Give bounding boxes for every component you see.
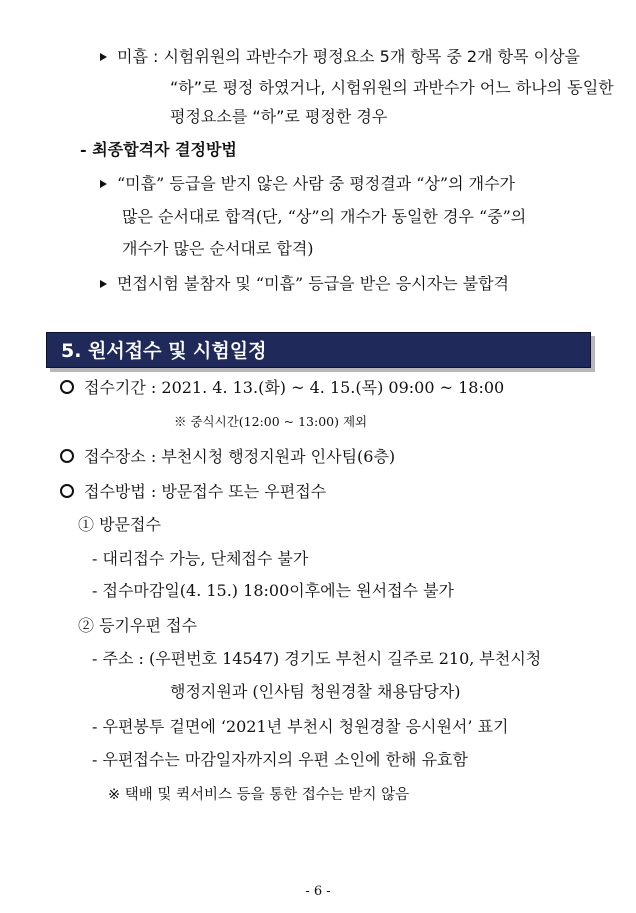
circle-bullet-icon: [60, 380, 74, 394]
period-note: ※ 중식시간(12:00 ~ 13:00) 제외: [174, 414, 368, 429]
final-rule-1-line2: 많은 순서대로 합격(단, “상”의 개수가 동일한 경우 “중”의: [122, 207, 527, 226]
triangle-bullet-icon: [100, 280, 107, 288]
final-rule-1-line1: “미흡” 등급을 받지 않은 사람 중 평정결과 “상”의 개수가: [100, 173, 515, 195]
mail-note: ※ 택배 및 퀵서비스 등을 통한 접수는 받지 않음: [108, 787, 410, 803]
mihup-criteria-line1: 미흡 : 시험위원의 과반수가 평정요소 5개 항목 중 2개 항목 이상을: [100, 46, 580, 68]
mail-item-3: - 우편접수는 마감일자까지의 우편 소인에 한해 유효함: [92, 750, 468, 769]
mihup-criteria-line2: “하”로 평정 하였거나, 시험위원의 과반수가 어느 하나의 동일한: [170, 78, 614, 97]
method-line: 접수방법 : 방문접수 또는 우편접수: [60, 481, 326, 503]
triangle-bullet-icon: [100, 53, 107, 61]
mail-item-2: - 우편봉투 겉면에 ‘2021년 부천시 청원경찰 응시원서’ 표기: [92, 717, 509, 736]
section-title: 5. 원서접수 및 시험일정: [61, 340, 267, 362]
circle-bullet-icon: [60, 484, 74, 498]
mail-address-line2: 행정지원과 (인사팀 청원경찰 채용담당자): [170, 682, 461, 701]
visit-item-1: - 대리접수 가능, 단체접수 불가: [92, 549, 309, 568]
mail-heading: ② 등기우편 접수: [78, 616, 197, 635]
final-rule-2: 면접시험 불참자 및 “미흡” 등급을 받은 응시자는 불합격: [100, 273, 509, 295]
mihup-criteria-line3: 평정요소를 “하”로 평정한 경우: [170, 107, 388, 126]
triangle-bullet-icon: [100, 180, 107, 188]
visit-heading: ① 방문접수: [78, 515, 161, 534]
page-number: - 6 -: [305, 884, 331, 899]
period-line: 접수기간 : 2021. 4. 13.(화) ~ 4. 15.(목) 09:00 ~ 18:00: [60, 377, 504, 399]
visit-item-2: - 접수마감일(4. 15.) 18:00이후에는 원서접수 불가: [92, 581, 454, 600]
section-banner: [46, 332, 591, 368]
mail-address-line1: - 주소 : (우편번호 14547) 경기도 부천시 길주로 210, 부천시청: [92, 649, 542, 668]
final-decision-heading: - 최종합격자 결정방법: [80, 140, 237, 159]
circle-bullet-icon: [60, 449, 74, 463]
final-rule-1-line3: 개수가 많은 순서대로 합격): [122, 239, 314, 258]
place-line: 접수장소 : 부천시청 행정지원과 인사팀(6층): [60, 446, 395, 468]
